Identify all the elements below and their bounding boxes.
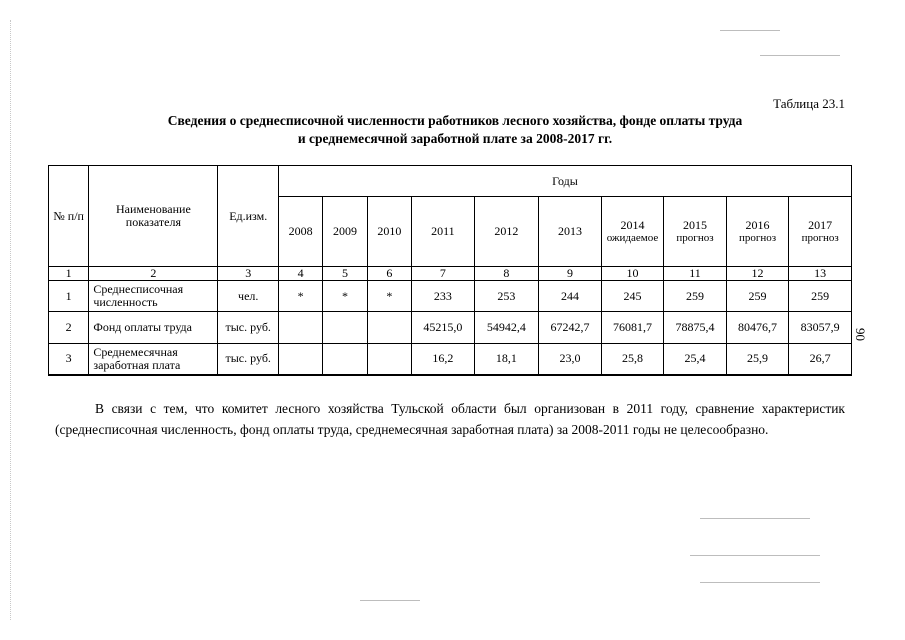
row-value: 83057,9	[789, 312, 852, 344]
row-value: 25,4	[664, 344, 727, 375]
header-year	[412, 197, 475, 267]
row-value	[367, 312, 411, 344]
column-number: 3	[218, 267, 279, 281]
year-label: 2008	[288, 224, 313, 238]
column-number: 8	[474, 267, 539, 281]
row-value: 25,9	[726, 344, 789, 375]
scan-noise	[700, 582, 820, 583]
row-value: 259	[789, 281, 852, 312]
year-label: 2012	[494, 224, 519, 238]
column-number: 9	[539, 267, 602, 281]
column-number: 4	[278, 267, 322, 281]
header-name: Наименование показателя	[89, 166, 218, 267]
row-value	[278, 344, 322, 375]
row-value	[367, 344, 411, 375]
explanatory-paragraph: В связи с тем, что комитет лесного хозяйства Тульской области был организован в 2011 году, сравнение характеристик (среднесписочная численность, фонд оплаты труда, среднемесячная заработная плата) за 2008-2011 годы не целесообразно.	[55, 401, 845, 437]
header-row-group	[49, 166, 852, 197]
scan-noise	[690, 555, 820, 556]
year-label: 2017	[808, 217, 833, 232]
title-line-2: и среднемесячной заработной плате за 2008-2017 гг.	[297, 131, 613, 146]
year-note: прогноз	[801, 231, 839, 244]
scan-noise	[700, 518, 810, 519]
row-unit: тыс. руб.	[218, 312, 279, 344]
header-years-group: Годы	[278, 166, 851, 197]
header-year	[789, 197, 852, 267]
scan-noise	[360, 600, 420, 601]
row-value: 16,2	[412, 344, 475, 375]
column-number: 6	[367, 267, 411, 281]
column-number: 13	[789, 267, 852, 281]
row-value: 26,7	[789, 344, 852, 375]
scan-noise	[720, 30, 780, 31]
header-year	[726, 197, 789, 267]
row-value: 244	[539, 281, 602, 312]
column-number: 10	[601, 267, 664, 281]
header-unit: Ед.изм.	[218, 166, 279, 267]
row-unit: тыс. руб.	[218, 344, 279, 375]
year-label: 2010	[377, 224, 402, 238]
row-value: *	[278, 281, 322, 312]
table-row	[49, 344, 852, 375]
row-value: 259	[664, 281, 727, 312]
column-number: 12	[726, 267, 789, 281]
row-value: 76081,7	[601, 312, 664, 344]
row-value: 253	[474, 281, 539, 312]
year-label: 2009	[333, 224, 358, 238]
table-title	[60, 112, 850, 148]
row-value: 78875,4	[664, 312, 727, 344]
table-row	[49, 281, 852, 312]
row-unit: чел.	[218, 281, 279, 312]
row-num: 3	[49, 344, 89, 375]
year-label: 2013	[557, 224, 582, 238]
row-value: 67242,7	[539, 312, 602, 344]
year-note: прогноз	[738, 231, 777, 244]
row-value: 45215,0	[412, 312, 475, 344]
column-number: 7	[412, 267, 475, 281]
row-value: 54942,4	[474, 312, 539, 344]
row-value: *	[367, 281, 411, 312]
row-value: 80476,7	[726, 312, 789, 344]
year-label: 2015	[683, 217, 707, 232]
year-label: 2014	[620, 217, 645, 232]
row-value: 23,0	[539, 344, 602, 375]
column-number: 1	[49, 267, 89, 281]
scan-noise	[760, 55, 840, 56]
year-label: 2011	[431, 224, 455, 238]
row-value: 25,8	[601, 344, 664, 375]
row-value: *	[323, 281, 367, 312]
row-name: Среднемесячная заработная плата	[89, 344, 218, 375]
page-number: 90	[853, 328, 868, 341]
header-year	[474, 197, 539, 267]
year-label: 2016	[745, 217, 770, 232]
column-number: 11	[664, 267, 727, 281]
row-value: 233	[412, 281, 475, 312]
column-number-row	[49, 267, 852, 281]
row-value	[323, 344, 367, 375]
header-year	[601, 197, 664, 267]
year-note: прогноз	[676, 231, 714, 244]
row-num: 2	[49, 312, 89, 344]
header-year	[367, 197, 411, 267]
row-num: 1	[49, 281, 89, 312]
row-value: 245	[601, 281, 664, 312]
column-number: 2	[89, 267, 218, 281]
row-name: Фонд оплаты труда	[89, 312, 218, 344]
table-caption-number: Таблица 23.1	[773, 96, 845, 111]
header-year	[278, 197, 322, 267]
row-value: 18,1	[474, 344, 539, 375]
row-value: 259	[726, 281, 789, 312]
header-year	[323, 197, 367, 267]
table-row	[49, 312, 852, 344]
row-value	[278, 312, 322, 344]
row-name: Среднесписочная численность	[89, 281, 218, 312]
column-number: 5	[323, 267, 367, 281]
title-line-1: Сведения о среднесписочной численности работников лесного хозяйства, фонде оплаты труда	[167, 113, 743, 128]
statistics-table	[48, 165, 852, 376]
year-note: ожидаемое	[606, 231, 659, 244]
header-year	[664, 197, 727, 267]
header-year	[539, 197, 602, 267]
row-value	[323, 312, 367, 344]
header-num: № п/п	[49, 166, 89, 267]
scan-margin-line	[10, 20, 11, 620]
